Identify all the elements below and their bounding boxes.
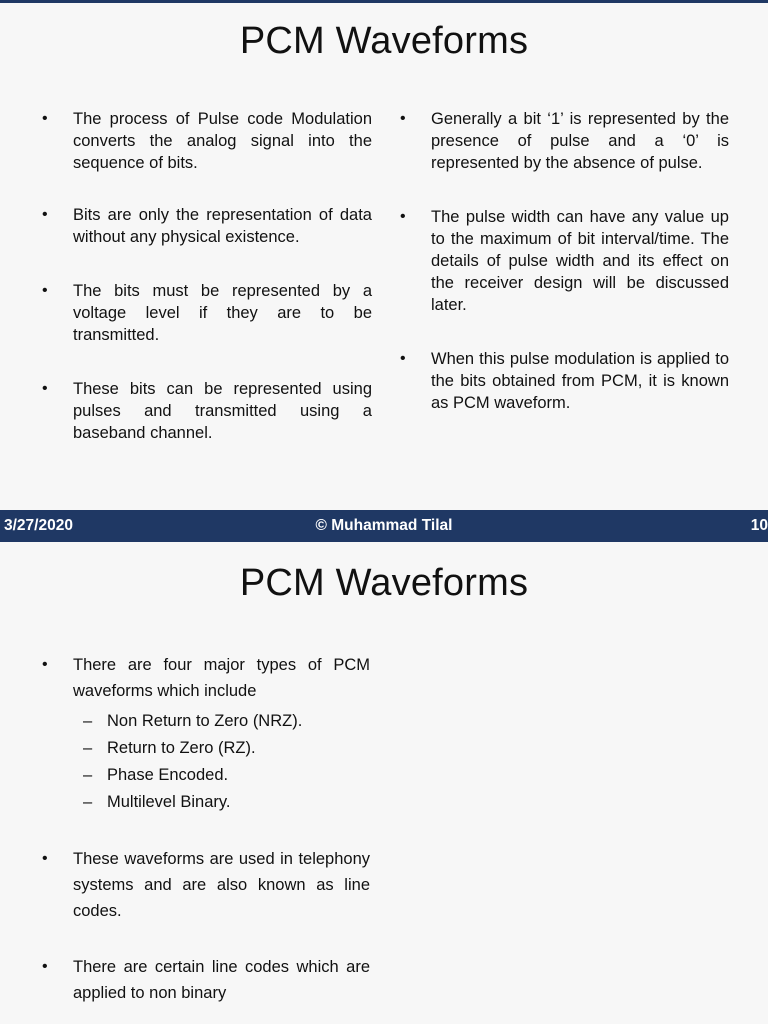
slide-2 <box>0 542 768 1024</box>
bullet-item: • Bits are only the representation of data without any physical existence. <box>73 204 372 248</box>
bullet-item: • These bits can be represented using pulses and transmitted using a baseband channel. <box>73 378 372 444</box>
slide-2-title: PCM Waveforms <box>239 562 529 604</box>
bullet-item: • When this pulse modulation is applied to the bits obtained from PCM, it is known as PCM waveform. <box>431 348 729 414</box>
bullet-item: • The process of Pulse code Modulation converts the analog signal into the sequence of bits. <box>73 108 372 174</box>
sub-list <box>73 708 370 816</box>
slide-footer-bar <box>0 510 768 542</box>
slide-1-title: PCM Waveforms <box>239 20 529 62</box>
sub-list-item: – Phase Encoded. <box>73 762 370 789</box>
bullet-item <box>73 652 370 816</box>
bullet-text: There are four major types of PCM waveforms which include <box>73 656 370 700</box>
slide-2-content <box>73 652 370 1006</box>
sub-list-item: – Return to Zero (RZ). <box>73 735 370 762</box>
footer-date: 3/27/2020 <box>4 517 73 534</box>
bullet-item: • The pulse width can have any value up to the maximum of bit interval/time. The details of pulse width and its effect on the receiver design will be discussed later. <box>431 206 729 316</box>
sub-list-item: – Non Return to Zero (NRZ). <box>73 708 370 735</box>
bullet-item: • Generally a bit ‘1’ is represented by the presence of pulse and a ‘0’ is represented by the absence of pulse. <box>431 108 729 174</box>
footer-page-number: 10 <box>750 517 768 534</box>
slide-1-left-column <box>73 108 372 444</box>
bullet-item: • The bits must be represented by a voltage level if they are to be transmitted. <box>73 280 372 346</box>
slide-1 <box>0 0 768 510</box>
bullet-item: • These waveforms are used in telephony systems and are also known as line codes. <box>73 846 370 924</box>
footer-author: © Muhammad Tilal <box>315 517 453 534</box>
slide-1-right-column <box>431 108 729 414</box>
sub-list-item: – Multilevel Binary. <box>73 789 370 816</box>
bullet-item: • There are certain line codes which are applied to non binary <box>73 954 370 1006</box>
